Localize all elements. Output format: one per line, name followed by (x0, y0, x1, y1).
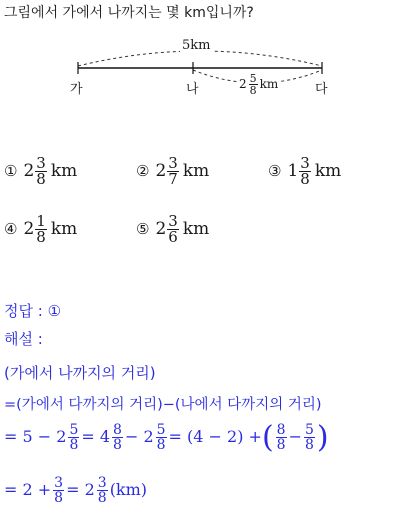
option-5[interactable]: ⑤ 2 $\frac{3}{6}$ km (136, 212, 210, 246)
explanation-line-1: (가에서 나까지의 거리) (4, 364, 156, 382)
point-label-ga: 가 (70, 82, 83, 97)
mid-distance-label: 2 $\frac{5}{8}$ km (239, 72, 279, 97)
point-label-na: 나 (186, 82, 199, 97)
answer-label: 정답 : (4, 302, 48, 320)
explanation-line-3: = 5 − 2 $\frac{5}{8}$ = 4 $\frac{8}{8}$ − 2 $\frac{5}{8}$ = (4 − 2) +( $\frac{8}{8}$ − $\frac{5}{8}$ ) (4, 420, 329, 455)
explanation-line-4: = 2 + $\frac{3}{8}$ = 2 $\frac{3}{8}$ (km) (4, 475, 148, 506)
distance-diagram (0, 0, 400, 110)
option-2[interactable]: ② 2 $\frac{3}{7}$ km (136, 154, 210, 188)
top-dashed-arc (78, 51, 322, 66)
top-distance-label: 5km (182, 38, 211, 53)
option-1[interactable]: ① 2 $\frac{3}{8}$ km (4, 154, 78, 188)
answer-line (4, 300, 61, 321)
explanation-label: 해설 : (4, 330, 43, 348)
point-label-da: 다 (315, 82, 328, 97)
answer-value: ① (47, 302, 62, 320)
option-4[interactable]: ④ 2 $\frac{1}{8}$ km (4, 212, 78, 246)
option-3[interactable]: ③ 1 $\frac{3}{8}$ km (268, 154, 342, 188)
question-text: 그림에서 가에서 나까지는 몇 km입니까? (4, 5, 254, 21)
explanation-line-2: =(가에서 다까지의 거리)−(나에서 다까지의 거리) (4, 397, 322, 413)
